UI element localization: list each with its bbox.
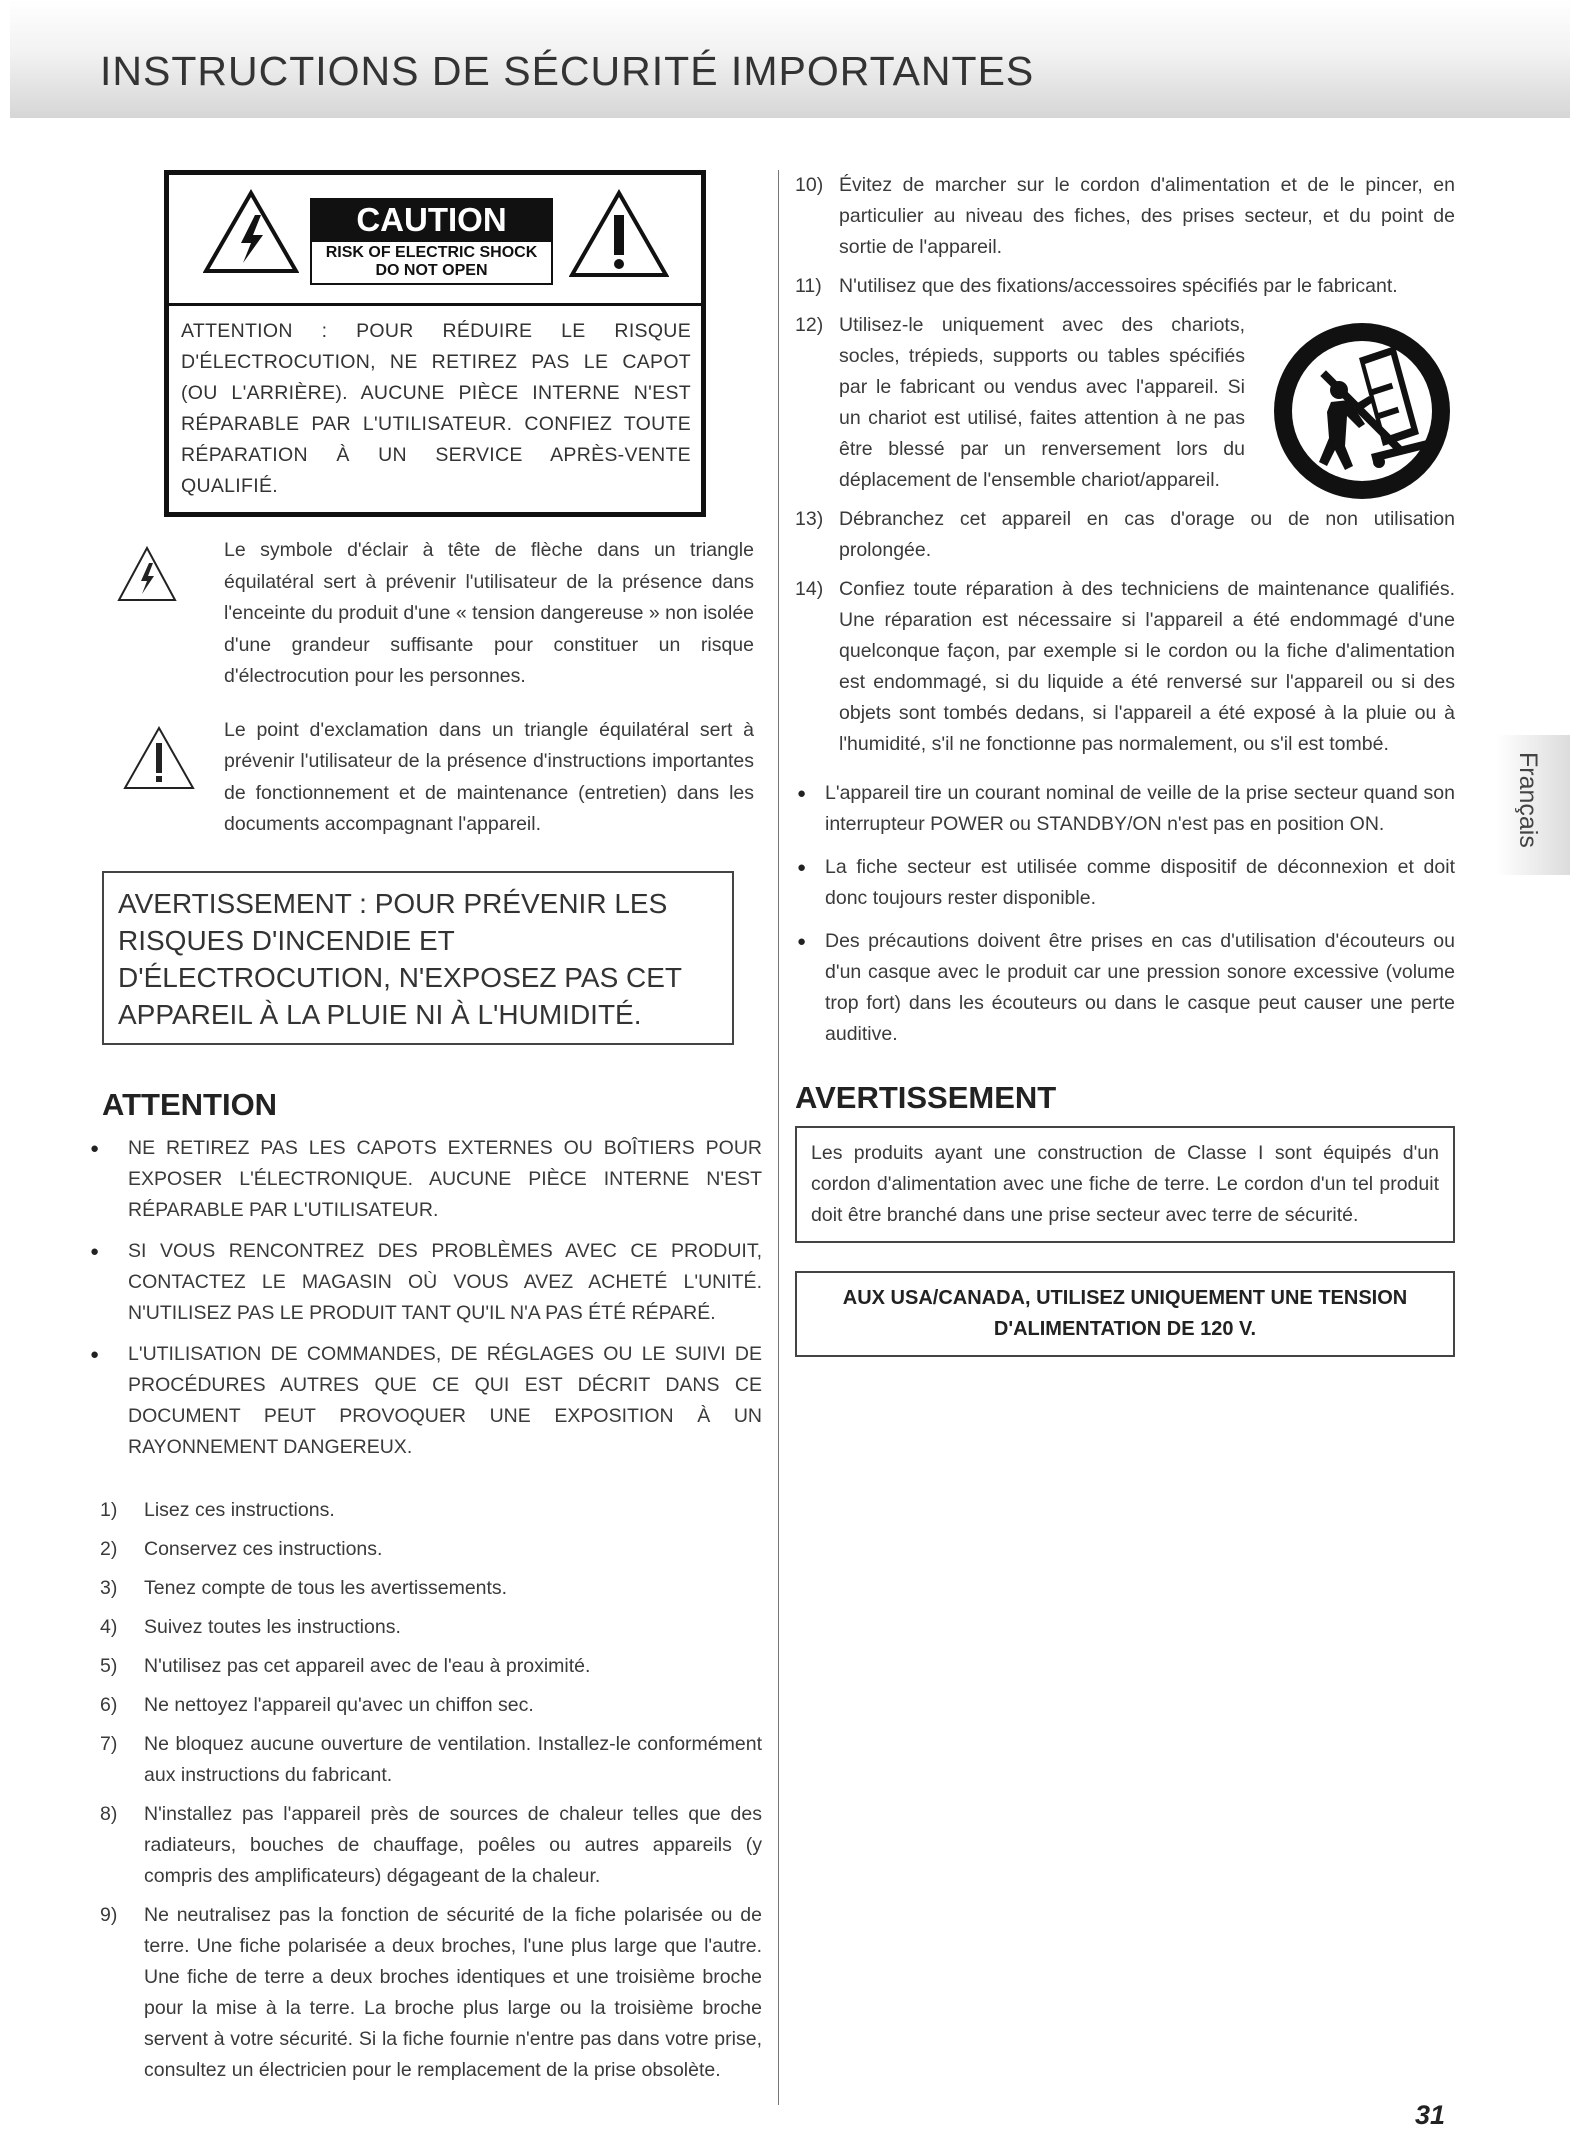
caution-subtitle: [310, 242, 553, 285]
info-bullet: ● L'appareil tire un courant nominal de veille de la prise secteur quand son interrupteur POWER ou STANDBY/ON n'est pas en position ON.: [795, 778, 1455, 840]
lightning-explanation-text: Le symbole d'éclair à tête de flèche dans un triangle équilatéral sert à prévenir l'utilisateur de la présence dans l'enceinte du produit d'une « tension dangereuse » non isolée d'une grandeur suffisante pour constituer un risque d'électrocution pour les personnes.: [224, 539, 755, 687]
avertissement-heading: AVERTISSEMENT: [795, 1080, 1057, 1115]
attention-bullet: ● SI VOUS RENCONTREZ DES PROBLÈMES AVEC CE PRODUIT, CONTACTEZ LE MAGASIN OÙ VOUS AVEZ ACHETÉ L'UNITÉ. N'UTILISEZ PAS LE PRODUIT TANT QU'IL N'A PAS ÉTÉ RÉPARÉ.: [102, 1236, 762, 1329]
attention-heading: ATTENTION: [102, 1086, 278, 1122]
list-item: 11) N'utilisez que des fixations/accessoires spécifiés par le fabricant.: [795, 275, 1398, 297]
caution-label: [310, 198, 553, 285]
page-number: 31: [1415, 2100, 1446, 2130]
list-item: 5) N'utilisez pas cet appareil avec de l'eau à proximité.: [100, 1654, 591, 1677]
page-title: INSTRUCTIONS DE SÉCURITÉ IMPORTANTES: [100, 48, 1035, 94]
info-bullet: ● La fiche secteur est utilisée comme dispositif de déconnexion et doit donc toujours rester disponible.: [795, 852, 1455, 914]
class-one-notice-box: Les produits ayant une construction de Classe I sont équipés d'un cordon d'alimentation avec une fiche de terre. Le cordon d'un tel produit doit être branché dans une prise secteur avec terre de sécurité.: [795, 1126, 1455, 1243]
lightning-triangle-icon: [203, 189, 299, 275]
list-item: 9) Ne neutralisez pas la fonction de sécurité de la fiche polarisée ou de terre. Une fiche polarisée a deux broches, l'une plus large que l'autre. Une fiche de terre a deux broches identiques et une troisième broche pour la mise à la terre. La broche plus large ou la troisième broche servent à votre sécurité. Si la fiche fournie n'entre pas dans votre prise, consultez un électricien pour le remplacement de la prise obsolète.: [100, 1903, 762, 2081]
exclamation-small-icon: [122, 725, 196, 791]
list-item: 1) Lisez ces instructions.: [100, 1498, 335, 1521]
list-item: 10) Évitez de marcher sur le cordon d'alimentation et de le pincer, en particulier au niveau des fiches, des prises secteur, et du point de sortie de l'appareil.: [795, 174, 1455, 258]
list-item: 8) N'installez pas l'appareil près de sources de chaleur telles que des radiateurs, bouches de chauffage, poêles ou autres appareils (y compris des amplificateurs) dégageant de la chaleur.: [100, 1802, 762, 1887]
list-item: 3) Tenez compte de tous les avertissements.: [100, 1576, 508, 1599]
caution-header: [169, 175, 701, 306]
fire-shock-warning-box: AVERTISSEMENT : POUR PRÉVENIR LES RISQUES D'INCENDIE ET D'ÉLECTROCUTION, N'EXPOSEZ PAS CET APPAREIL À LA PLUIE NI À L'HUMIDITÉ.: [102, 871, 734, 1045]
attention-bullet: ● NE RETIREZ PAS LES CAPOTS EXTERNES OU BOÎTIERS POUR EXPOSER L'ÉLECTRONIQUE. AUCUNE PIÈCE INTERNE N'EST RÉPARABLE PAR L'UTILISATEUR.: [102, 1133, 762, 1226]
right-column: [795, 170, 1455, 1357]
list-item: 13) Débranchez cet appareil en cas d'orage ou de non utilisation prolongée.: [795, 508, 1455, 561]
page-header: [10, 0, 1570, 118]
list-item: 14) Confiez toute réparation à des techniciens de maintenance qualifiés. Une réparation est nécessaire si l'appareil a été endommagé d'une quelconque façon, par exemple si le cordon ou la fiche d'alimentation est endommagé, si du liquide a été renversé sur l'appareil ou si des objets sont tombés dedans, si l'appareil a été exposé à la pluie ou à l'humidité, s'il ne fonctionne pas normalement, ou s'il est tombé.: [795, 578, 1455, 755]
caution-text: ATTENTION : POUR RÉDUIRE LE RISQUE D'ÉLECTROCUTION, NE RETIREZ PAS LE CAPOT (OU L'ARRIÈRE). AUCUNE PIÈCE INTERNE N'EST RÉPARABLE PAR L'UTILISATEUR. CONFIEZ TOUTE RÉPARATION À UN SERVICE APRÈS-VENTE QUALIFIÉ.: [181, 320, 691, 497]
caution-word: CAUTION: [310, 198, 553, 242]
list-item: 6) Ne nettoyez l'appareil qu'avec un chiffon sec.: [100, 1693, 534, 1716]
instructions-list: [100, 1495, 762, 2086]
list-item: 4) Suivez toutes les instructions.: [100, 1615, 401, 1638]
caution-sub-line1: RISK OF ELECTRIC SHOCK: [325, 244, 538, 261]
cart-item-wrap: [795, 310, 1455, 496]
cart-tipover-warning-icon: [1267, 316, 1457, 506]
voltage-notice-box: AUX USA/CANADA, UTILISEZ UNIQUEMENT UNE TENSION D'ALIMENTATION DE 120 V.: [795, 1271, 1455, 1357]
list-item: 7) Ne bloquez aucune ouverture de ventilation. Installez-le conformément aux instructions du fabricant.: [100, 1732, 762, 1786]
lightning-explanation: [102, 535, 762, 693]
attention-bullet: ● L'UTILISATION DE COMMANDES, DE RÉGLAGES OU LE SUIVI DE PROCÉDURES AUTRES QUE CE QUI EST DÉCRIT DANS CE DOCUMENT PEUT PROVOQUER UNE EXPOSITION À UN RAYONNEMENT DANGEREUX.: [102, 1339, 762, 1463]
left-column: [102, 170, 762, 2094]
exclamation-triangle-icon: [569, 189, 669, 279]
exclamation-explanation-text: Le point d'exclamation dans un triangle équilatéral sert à prévenir l'utilisateur de la présence d'instructions importantes de fonctionnement et de maintenance (entretien) dans les documents accompagnant l'appareil.: [224, 718, 754, 835]
caution-box: [164, 170, 706, 517]
column-divider: [778, 170, 779, 2105]
language-side-label: Français: [1514, 752, 1542, 848]
list-item: 12) Utilisez-le uniquement avec des chariots, socles, trépieds, supports ou tables spécifiés par le fabricant ou vendus avec l'appareil. Si un chariot est utilisé, faites attention à ne pas être blessé par un renversement lors du déplacement de l'ensemble chariot/appareil.: [795, 314, 1245, 491]
lightning-small-icon: [116, 545, 178, 603]
exclamation-explanation: [102, 715, 762, 841]
info-bullet: ● Des précautions doivent être prises en cas d'utilisation d'écouteurs ou d'un casque avec le produit car une pression sonore excessive (volume trop fort) dans les écouteurs ou dans le casque peut causer une perte auditive.: [795, 926, 1455, 1050]
caution-sub-line2: DO NOT OPEN: [375, 262, 488, 279]
list-item: 2) Conservez ces instructions.: [100, 1537, 383, 1560]
